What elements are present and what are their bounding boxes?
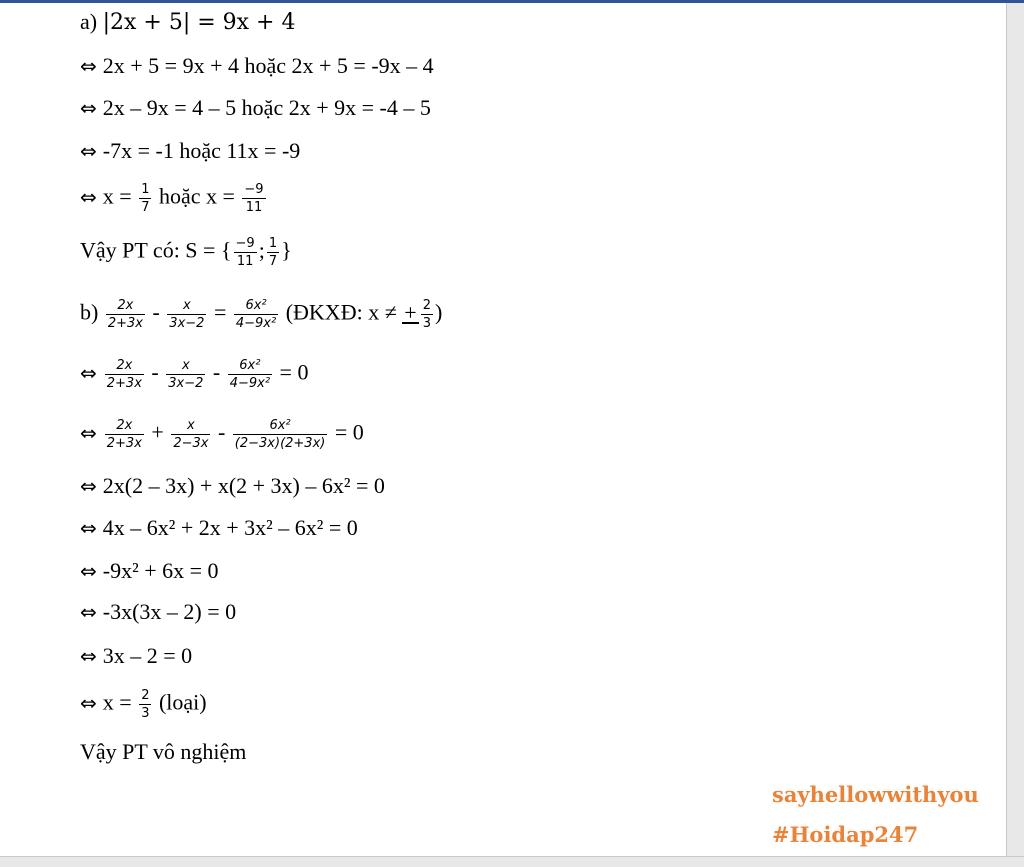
- closing-brace: }: [281, 237, 292, 263]
- equation-text: 3x – 2 = 0: [102, 643, 193, 668]
- denominator: 2+3x: [106, 436, 142, 451]
- numerator: 2: [141, 688, 150, 703]
- part-b-line-9: [80, 688, 207, 721]
- numerator: 6x²: [228, 358, 272, 375]
- numerator: x: [167, 298, 206, 315]
- equation-text: 2x(2 – 3x) + x(2 + 3x) – 6x² = 0: [102, 473, 385, 498]
- denominator: 2−3x: [173, 436, 209, 451]
- numerator: 2: [422, 298, 431, 313]
- fraction: [105, 418, 144, 451]
- domain-condition: (ĐKXĐ: x ≠: [285, 299, 397, 325]
- fraction: [167, 298, 206, 331]
- iff-icon: ⇔: [80, 96, 97, 120]
- equation-text: hoặc x =: [158, 183, 235, 209]
- denominator: 2+3x: [107, 316, 143, 331]
- conclusion-text: Vậy PT có: S = {: [80, 237, 232, 263]
- fraction: [267, 236, 279, 269]
- part-b-conclusion: [80, 738, 246, 766]
- iff-icon: ⇔: [80, 474, 97, 498]
- operator: -: [217, 419, 226, 445]
- denominator: 4−9x²: [235, 316, 277, 331]
- numerator: 2x: [106, 298, 145, 315]
- equation-text: 4x – 6x² + 2x + 3x² – 6x² = 0: [102, 515, 358, 540]
- part-b-line-3: [80, 418, 364, 451]
- iff-icon: ⇔: [80, 420, 97, 445]
- equation-text: = 0: [279, 359, 309, 385]
- operator: +: [151, 419, 164, 445]
- denominator: 3: [141, 706, 150, 721]
- fraction: [139, 182, 151, 215]
- denominator: 7: [268, 254, 278, 269]
- iff-icon: ⇔: [80, 54, 97, 78]
- denominator: (2−3x)(2+3x): [234, 436, 326, 451]
- iff-icon: ⇔: [80, 644, 97, 668]
- equation-text: -9x² + 6x = 0: [102, 558, 219, 583]
- fraction: [106, 298, 145, 331]
- equation-text: -7x = -1 hoặc 11x = -9: [102, 138, 301, 163]
- part-a-line-2: [80, 52, 434, 80]
- denominator: 2+3x: [106, 376, 142, 391]
- denominator: 11: [245, 200, 263, 215]
- part-b-line-5: [80, 514, 358, 542]
- iff-icon: ⇔: [80, 184, 97, 209]
- plus-minus-sign: +: [404, 299, 417, 325]
- numerator: 2x: [105, 358, 144, 375]
- numerator: x: [171, 418, 210, 435]
- denominator: 4−9x²: [229, 376, 271, 391]
- fraction: [234, 236, 257, 269]
- part-b-line-4: [80, 472, 385, 500]
- bottom-margin-strip: [0, 856, 1024, 867]
- part-a-line-4: [80, 137, 300, 165]
- denominator: 11: [236, 254, 254, 269]
- part-b-line-7: [80, 598, 236, 626]
- watermark-hashtag: #Hoidap247: [772, 822, 919, 847]
- fraction: [242, 182, 265, 215]
- part-a-line-3: [80, 94, 431, 122]
- fraction: [228, 358, 272, 391]
- part-a-label: a): [80, 9, 98, 34]
- fraction: [421, 298, 433, 331]
- conclusion-text: Vậy PT vô nghiệm: [80, 739, 247, 764]
- equation-text: x =: [102, 689, 132, 715]
- iff-icon: ⇔: [80, 516, 97, 540]
- numerator: 1: [268, 236, 278, 251]
- iff-icon: ⇔: [80, 360, 97, 385]
- part-a-line-1: [80, 8, 295, 37]
- part-b-label: b): [80, 299, 99, 325]
- fraction: [139, 688, 151, 721]
- numerator: −9: [244, 182, 264, 197]
- operator: -: [151, 359, 159, 385]
- equation-text: |2x + 5| = 9x + 4: [102, 10, 296, 35]
- numerator: 6x²: [234, 298, 278, 315]
- iff-icon: ⇔: [80, 139, 97, 163]
- numerator: −9: [235, 236, 255, 251]
- denominator: 3: [422, 316, 431, 331]
- part-b-line-2: [80, 358, 308, 391]
- part-b-line-6: [80, 557, 219, 585]
- part-a-line-5: [80, 182, 268, 215]
- part-a-conclusion: [80, 236, 292, 269]
- separator: ;: [258, 237, 265, 263]
- iff-icon: ⇔: [80, 690, 97, 715]
- fraction: [166, 358, 205, 391]
- watermark-author: sayhellowwithyou: [772, 782, 979, 807]
- equation-text: = 0: [334, 419, 364, 445]
- equation-text: 2x – 9x = 4 – 5 hoặc 2x + 9x = -4 – 5: [102, 95, 431, 120]
- iff-icon: ⇔: [80, 600, 97, 624]
- rejected-note: (loại): [158, 689, 207, 715]
- numerator: 1: [141, 182, 150, 197]
- operator: -: [152, 299, 160, 325]
- operator: -: [212, 359, 221, 385]
- operator: =: [213, 299, 227, 325]
- part-b-line-1: [80, 298, 442, 331]
- right-margin-strip: [1006, 3, 1024, 856]
- fraction: [171, 418, 210, 451]
- numerator: x: [166, 358, 205, 375]
- denominator: 7: [141, 200, 150, 215]
- denominator: 3x−2: [169, 316, 205, 331]
- equation-text: x =: [102, 183, 132, 209]
- equation-text: 2x + 5 = 9x + 4 hoặc 2x + 5 = -9x – 4: [102, 53, 434, 78]
- equation-text: -3x(3x – 2) = 0: [102, 599, 237, 624]
- closing-paren: ): [434, 299, 443, 325]
- fraction: [233, 418, 328, 451]
- fraction: [234, 298, 278, 331]
- part-b-line-8: [80, 642, 192, 670]
- numerator: 6x²: [233, 418, 328, 435]
- denominator: 3x−2: [168, 376, 204, 391]
- fraction: [105, 358, 144, 391]
- iff-icon: ⇔: [80, 559, 97, 583]
- numerator: 2x: [105, 418, 144, 435]
